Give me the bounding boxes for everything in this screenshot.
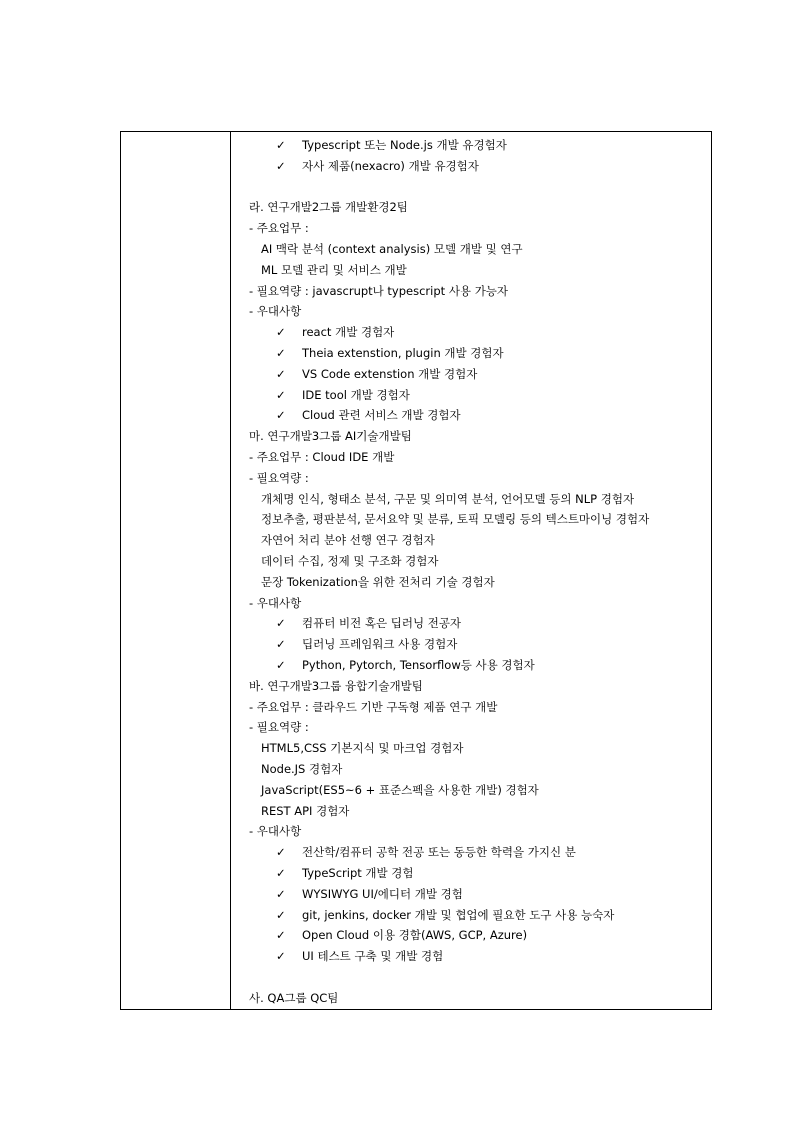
section-heading: 바. 연구개발3그룹 융합기술개발팀: [249, 678, 423, 693]
checklist-item: react 개발 경험자: [302, 325, 395, 340]
dash-item: - 필요역량 :: [249, 720, 309, 735]
check-icon: ✓: [276, 158, 286, 173]
detail-line: Node.JS 경험자: [261, 762, 343, 776]
checklist-item: Cloud 관련 서비스 개발 경험자: [302, 408, 461, 423]
checklist-item: Python, Pytorch, Tensorflow등 사용 경험자: [302, 658, 535, 672]
checklist-item: git, jenkins, docker 개발 및 협업에 필요한 도구 사용 능숙자: [302, 907, 615, 922]
checklist-item: UI 테스트 구축 및 개발 경험: [302, 949, 444, 964]
detail-line: 자연어 처리 분야 선행 연구 경험자: [261, 533, 435, 548]
document-table: [120, 131, 712, 1010]
check-icon: ✓: [276, 408, 286, 423]
dash-item: - 필요역량 :: [249, 470, 309, 485]
dash-item: - 주요업무 : 클라우드 기반 구독형 제품 연구 개발: [249, 699, 498, 714]
checklist-item: 전산학/컴퓨터 공학 전공 또는 동등한 학력을 가지신 분: [302, 845, 576, 860]
check-icon: ✓: [276, 637, 286, 652]
section-heading: 사. QA그룹 QC팀: [249, 990, 339, 1005]
checklist-item: 컴퓨터 비전 혹은 딥러닝 전공자: [302, 616, 462, 631]
check-icon: ✓: [276, 366, 286, 381]
column-divider: [230, 132, 231, 1009]
checklist-item: VS Code extenstion 개발 경험자: [302, 366, 478, 381]
checklist-item: Typescript 또는 Node.js 개발 유경험자: [302, 138, 507, 152]
check-icon: ✓: [276, 658, 286, 672]
check-icon: ✓: [276, 138, 286, 152]
check-icon: ✓: [276, 907, 286, 922]
check-icon: ✓: [276, 866, 286, 880]
dash-item: - 필요역량 : javascrupt나 typescript 사용 가능자: [249, 283, 509, 298]
check-icon: ✓: [276, 928, 286, 943]
check-icon: ✓: [276, 886, 286, 901]
dash-item: - 주요업무 :: [249, 221, 309, 236]
detail-line: HTML5,CSS 기본지식 및 마크업 경험자: [261, 741, 464, 756]
dash-item: - 주요업무 : Cloud IDE 개발: [249, 450, 395, 464]
dash-item: - 우대사항: [249, 595, 302, 610]
detail-line: ML 모델 관리 및 서비스 개발: [261, 262, 407, 277]
checklist-item: IDE tool 개발 경험자: [302, 387, 410, 402]
detail-line: JavaScript(ES5~6 + 표준스펙을 사용한 개발) 경험자: [261, 782, 539, 797]
detail-line: 정보추출, 평판분석, 문서요약 및 분류, 토픽 모델링 등의 텍스트마이닝 경험자: [261, 512, 650, 527]
check-icon: ✓: [276, 346, 286, 360]
detail-line: REST API 경험자: [261, 803, 350, 818]
dash-item: - 우대사항: [249, 824, 302, 839]
detail-line: AI 맥락 분석 (context analysis) 모델 개발 및 연구: [261, 242, 523, 256]
check-icon: ✓: [276, 845, 286, 860]
detail-line: 개체명 인식, 형태소 분석, 구문 및 의미역 분석, 언어모델 등의 NLP 경험자: [261, 491, 635, 506]
checklist-item: Theia extenstion, plugin 개발 경험자: [302, 346, 504, 360]
checklist-item: Open Cloud 이용 경함(AWS, GCP, Azure): [302, 928, 528, 943]
detail-line: 문장 Tokenization을 위한 전처리 기술 경험자: [261, 574, 495, 589]
checklist-item: WYSIWYG UI/에디터 개발 경험: [302, 886, 463, 901]
check-icon: ✓: [276, 325, 286, 340]
checklist-item: TypeScript 개발 경험: [302, 866, 414, 880]
section-heading: 라. 연구개발2그룹 개발환경2팀: [249, 200, 408, 215]
check-icon: ✓: [276, 387, 286, 402]
detail-line: 데이터 수집, 정제 및 구조화 경험자: [261, 554, 439, 568]
dash-item: - 우대사항: [249, 304, 302, 319]
left-label-cell: [121, 132, 230, 1009]
checklist-item: 딥러닝 프레임워크 사용 경험자: [302, 637, 458, 652]
check-icon: ✓: [276, 616, 286, 631]
checklist-item: 자사 제품(nexacro) 개발 유경험자: [302, 158, 479, 173]
check-icon: ✓: [276, 949, 286, 964]
section-heading: 마. 연구개발3그룹 AI기술개발팀: [249, 429, 412, 444]
